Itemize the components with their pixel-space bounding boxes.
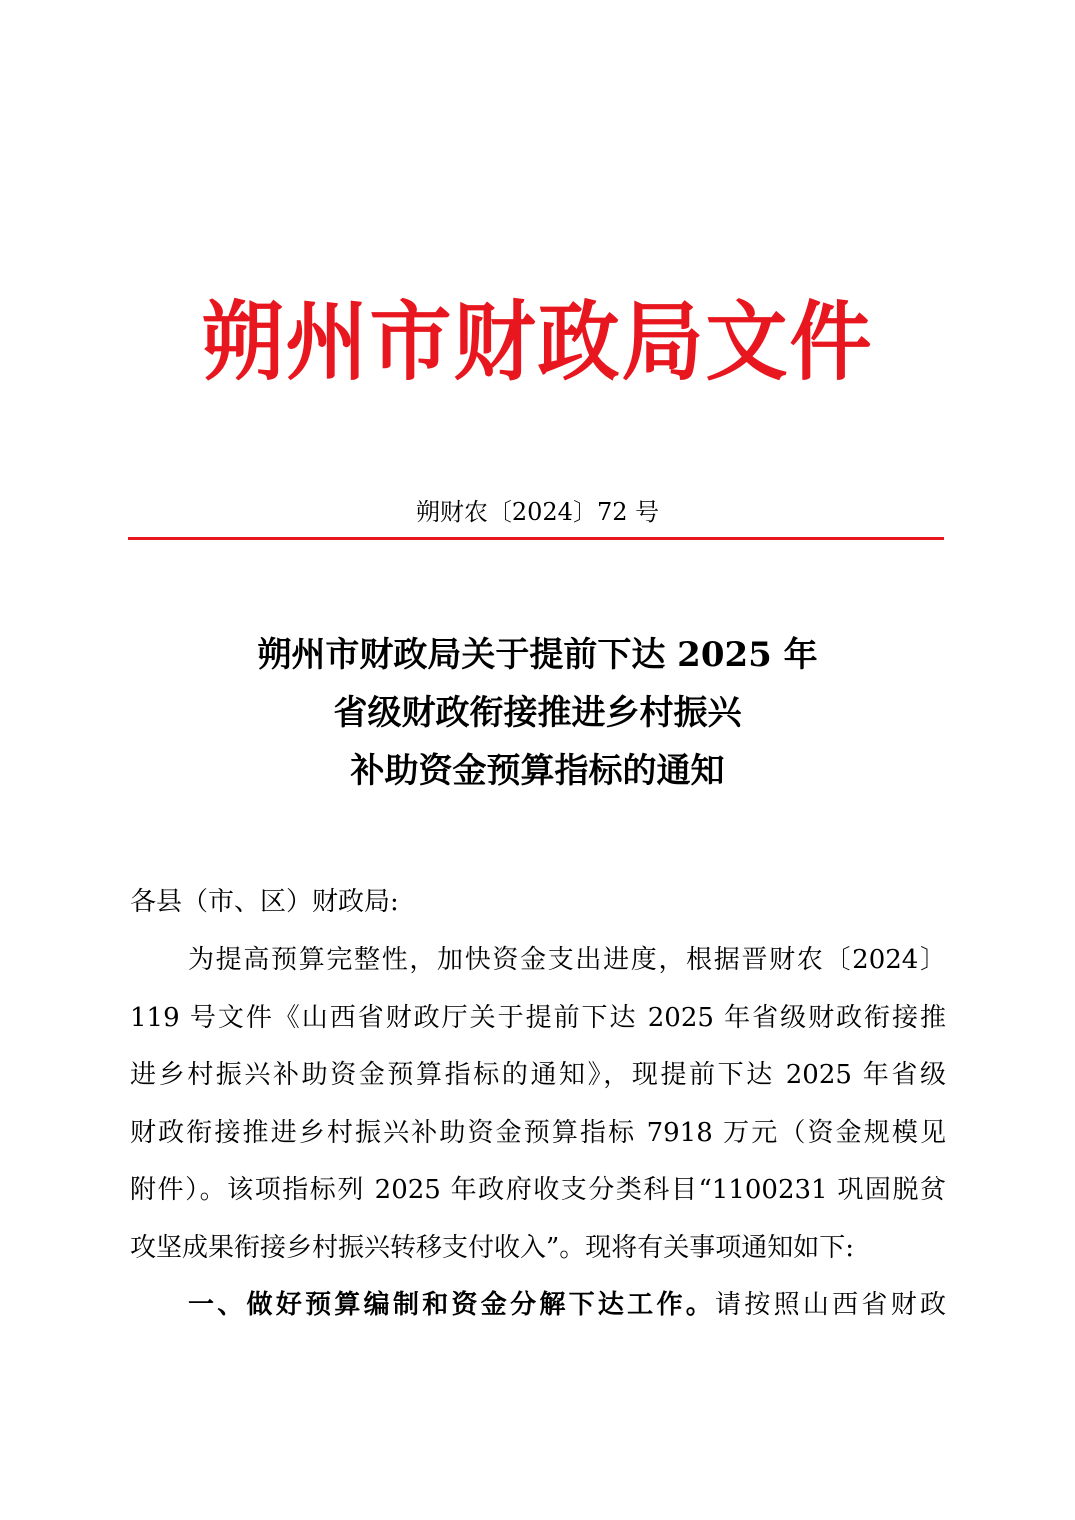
document-number: 朔财农〔2024〕72 号 bbox=[415, 498, 660, 526]
title-line-2: 省级财政衔接推进乡村振兴 bbox=[333, 693, 742, 733]
paragraph-1-line: 119 号文件《山西省财政厅关于提前下达 2025 年省级财政衔接推 bbox=[130, 1002, 946, 1033]
title-line-1: 朔州市财政局关于提前下达 2025 年 bbox=[257, 635, 818, 675]
paragraph-1-line: 为提高预算完整性，加快资金支出进度，根据晋财农〔2024〕 bbox=[188, 945, 946, 975]
document-header-title: 朔州市财政局文件 bbox=[201, 291, 874, 393]
header-divider bbox=[128, 537, 944, 540]
paragraph-1 bbox=[130, 932, 946, 1335]
paragraph-1-line: 进乡村振兴补助资金预算指标的通知》，现提前下达 2025 年省级 bbox=[130, 1060, 946, 1090]
paragraph-1-line: 财政衔接推进乡村振兴补助资金预算指标 7918 万元（资金规模见 bbox=[130, 1117, 946, 1148]
title-line-3: 补助资金预算指标的通知 bbox=[350, 751, 725, 791]
paragraph-2-text: 请按照山西省财政 bbox=[715, 1290, 946, 1320]
paragraph-1-line: 攻坚成果衔接乡村振兴转移支付收入”。现将有关事项通知如下: bbox=[130, 1232, 855, 1263]
salutation: 各县（市、区）财政局: bbox=[130, 887, 399, 917]
paragraph-1-line: 附件）。该项指标列 2025 年政府收支分类科目“1100231 巩固脱贫 bbox=[130, 1175, 946, 1205]
paragraph-2-line bbox=[130, 1277, 946, 1335]
section-heading-1: 一、做好预算编制和资金分解下达工作。 bbox=[188, 1290, 716, 1320]
document-title bbox=[0, 626, 1075, 800]
